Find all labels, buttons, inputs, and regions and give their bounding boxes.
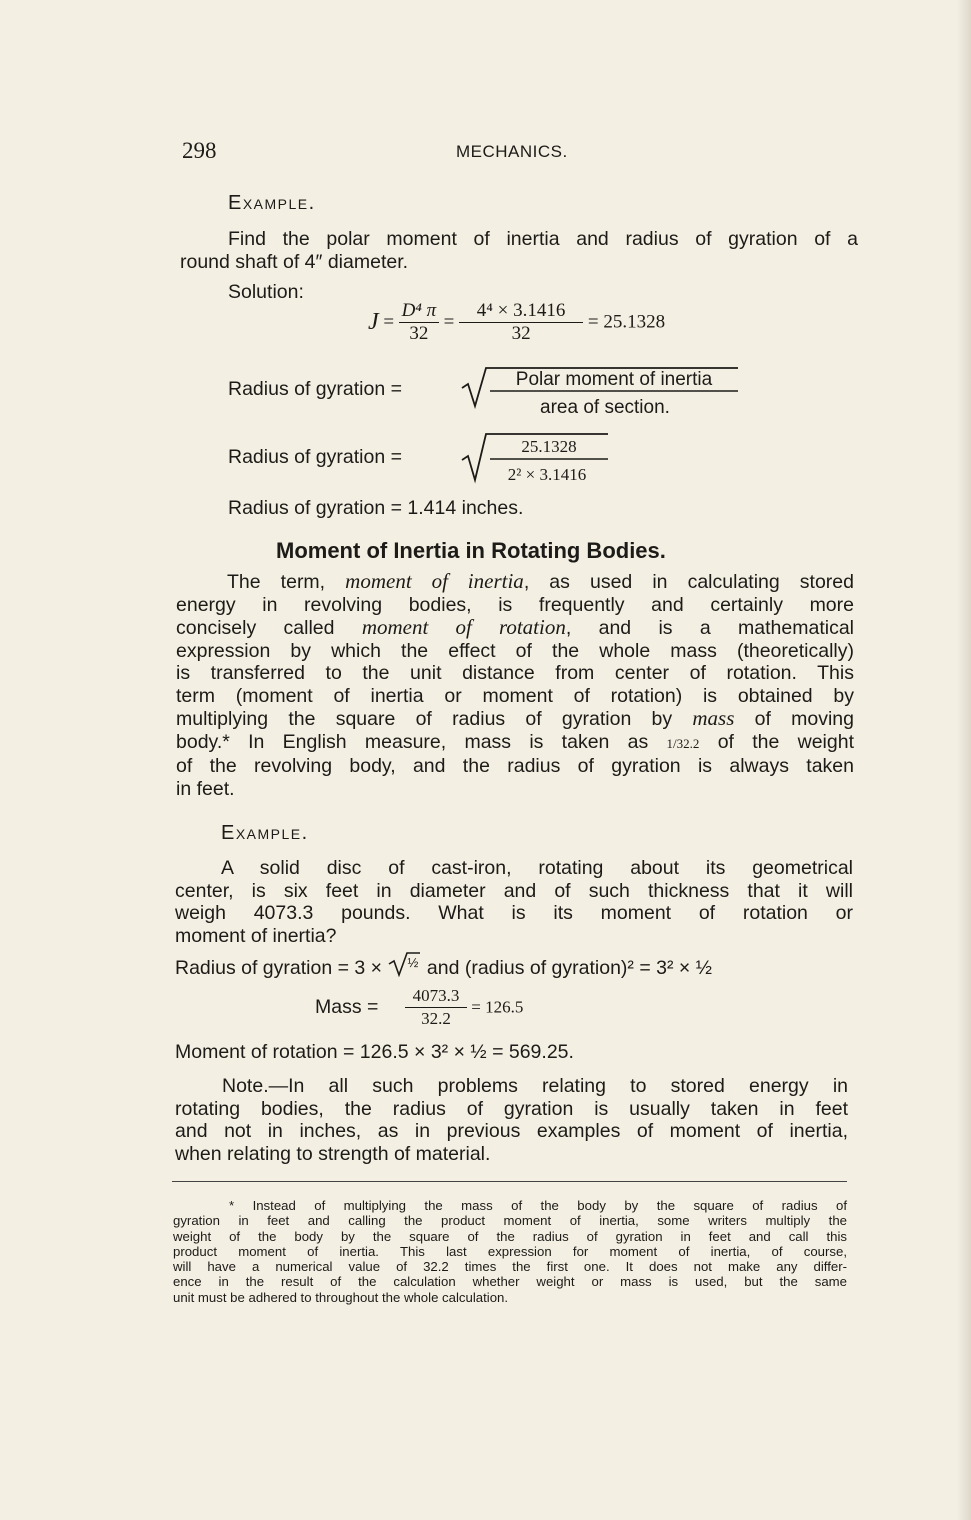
para-line: of the revolving body, and the radius of gyration is always taken xyxy=(176,755,854,777)
italic-term: moment of rotation xyxy=(361,615,566,639)
para-line: multiplying the square of radius of gyration by mass of moving xyxy=(176,706,854,730)
footnote-line: product moment of inertia. This last expression for moment of inertia, of course, xyxy=(173,1243,847,1259)
page-number: 298 xyxy=(182,138,217,163)
note-line: rotating bodies, the radius of gyration is usually taken in feet xyxy=(175,1097,848,1120)
footnote-rule xyxy=(172,1181,847,1182)
note-paragraph xyxy=(175,1075,848,1165)
note-line: and not in inches, as in previous examples of moment of inertia, xyxy=(175,1120,848,1142)
para-line: energy in revolving bodies, is frequently and certainly more xyxy=(176,593,854,616)
mass-equation: $\frac{4073.3}{32.2}$ = 126.5 xyxy=(405,985,523,1030)
para-line: concisely called moment of rotation, and is a mathematical xyxy=(176,615,855,639)
para-line: expression by which the effect of the whole mass (theoretically) xyxy=(176,639,854,662)
para-line: is transferred to the unit distance from center of rotation. This xyxy=(176,662,854,684)
footnote-line: * Instead of multiplying the mass of the body by the square of radius of xyxy=(229,1198,847,1213)
mass-label: Mass = xyxy=(315,996,379,1018)
sqrt-denominator: area of section. xyxy=(540,397,670,418)
section-title: Moment of Inertia in Rotating Bodies. xyxy=(276,538,666,563)
question-line: Find the polar moment of inertia and radius of gyration of a xyxy=(228,228,858,250)
fraction: $\frac{\text{4⁴ × 3.1416}}{32}$ xyxy=(459,300,583,345)
para-line: body.* In English measure, mass is taken as 1/32.2 of the weight xyxy=(176,730,854,753)
problem-line: weigh 4073.3 pounds. What is its moment of rotation or xyxy=(175,902,853,924)
example-problem xyxy=(175,857,853,947)
section-paragraph xyxy=(176,570,854,800)
problem-line: moment of inertia? xyxy=(175,924,337,947)
para-line: The term, moment of inertia, as used in calculating stored xyxy=(227,569,854,593)
footnote xyxy=(173,1198,847,1305)
note-line: Note.—In all such problems relating to stored energy in xyxy=(222,1075,848,1097)
fraction: $\frac{\text{D⁴ π}}{32}$ xyxy=(399,300,439,345)
fraction: $\frac{4073.3}{32.2}$ xyxy=(405,985,467,1030)
sqrt-sign: ½ xyxy=(387,956,421,976)
problem-line: A solid disc of cast-iron, rotating about its geometrical xyxy=(221,857,853,879)
eq-lhs: J xyxy=(368,309,379,335)
eq-result: 25.1328 xyxy=(603,311,666,333)
example-heading: Example. xyxy=(228,192,316,214)
footnote-line: will have a numerical value of 32.2 times the first one. It does not make any differ- xyxy=(173,1259,847,1275)
question-line: round shaft of 4″ diameter. xyxy=(180,250,409,273)
italic-term: moment of inertia xyxy=(345,569,524,593)
gyration-equation: Radius of gyration = 3 × ½ and (radius of gyration)² = 3² × ½ xyxy=(175,955,712,979)
example-question xyxy=(180,228,858,273)
page-edge-shadow xyxy=(957,0,971,1520)
sqrt-numerator: 25.1328 xyxy=(521,437,577,456)
small-fraction: 1/32.2 xyxy=(666,735,700,751)
sqrt-denominator: 2² × 3.1416 xyxy=(507,465,587,484)
italic-term: mass xyxy=(692,706,735,730)
radius-label: Radius of gyration = xyxy=(228,446,402,468)
moment-of-rotation-result: Moment of rotation = 126.5 × 3² × ½ = 569.25. xyxy=(175,1041,574,1063)
sqrt-numerator: Polar moment of inertia xyxy=(515,369,713,390)
radius-result: Radius of gyration = 1.414 inches. xyxy=(228,497,524,519)
para-line: in feet. xyxy=(176,777,235,800)
running-title: MECHANICS. xyxy=(456,142,568,161)
example-heading: Example. xyxy=(221,822,309,844)
footnote-line: unit must be adhered to throughout the whole calculation. xyxy=(173,1289,509,1305)
footnote-line: gyration in feet and calling the product moment of inertia, some writers multiply the xyxy=(173,1213,847,1229)
note-line: when relating to strength of material. xyxy=(175,1142,491,1165)
solution-label: Solution: xyxy=(228,281,304,303)
equation-polar-moment: J = $\frac{\text{D⁴ π}}{32}$ = $\frac{\text{4⁴ × 3.1416}}{32}$ = 25.1328 xyxy=(368,300,666,344)
footnote-line: weight of the body by the square of the radius of gyration in feet and call this xyxy=(173,1228,847,1244)
problem-line: center, is six feet in diameter and of such thickness that it will xyxy=(175,879,853,902)
footnote-line: ence in the result of the calculation whether weight or mass is used, but the same xyxy=(173,1274,847,1290)
para-line: term (moment of inertia or moment of rotation) is obtained by xyxy=(176,684,854,707)
radius-label: Radius of gyration = xyxy=(228,378,402,400)
